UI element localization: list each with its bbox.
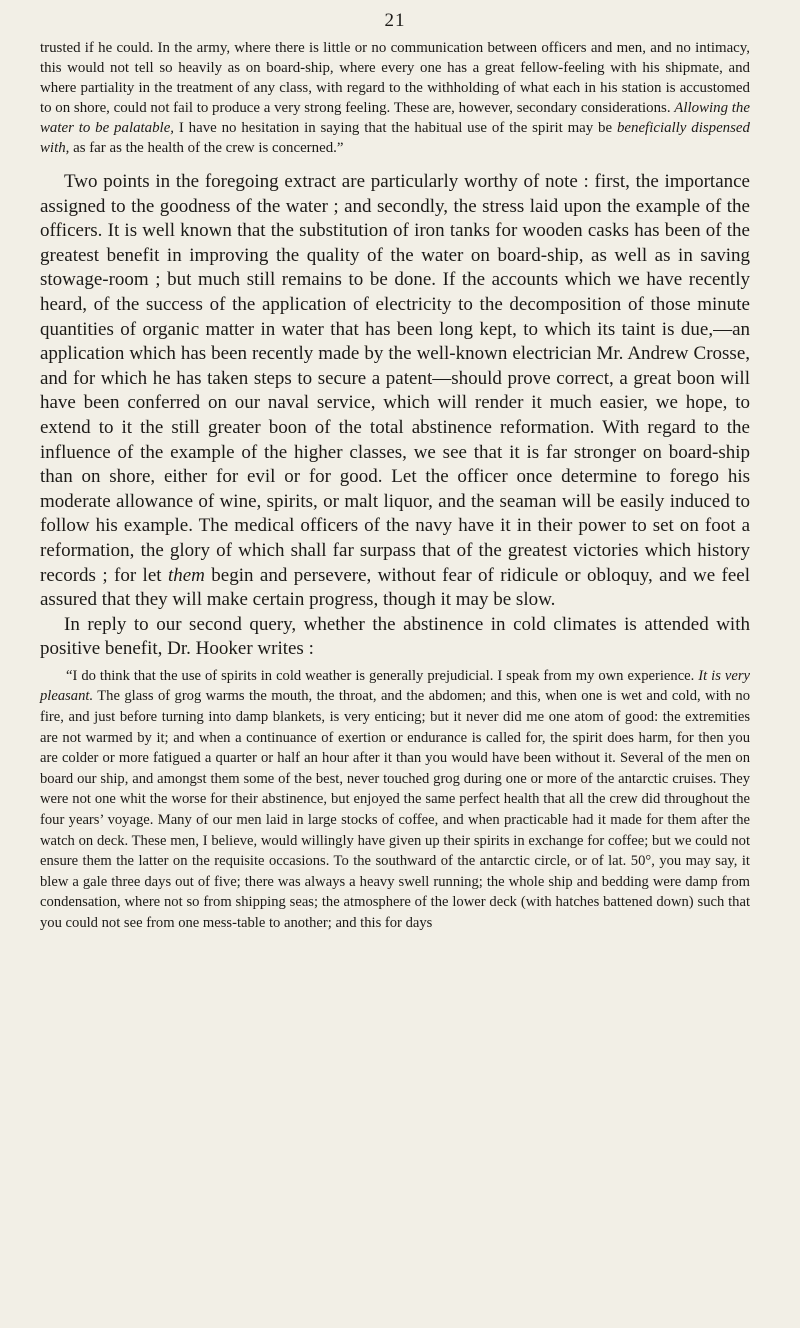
- italic-text: It is very pleasant.: [40, 667, 750, 705]
- text-run: In reply to our second query, whether the abstinence in cold climates is attended with positive benefit, Dr. Hooker writes :: [40, 613, 750, 660]
- text-run: begin and persevere, without fear of ridicule or obloquy, and we feel assured that they will make certain progress, though it may be slow.: [40, 564, 750, 611]
- text-run: Two points in the foregoing extract are particularly worthy of note : first, the importance assigned to the goodness of the water ; and secondly, the stress laid upon the example of the officers. It is well known that the substitution of iron tanks for wooden casks has been of the greatest benefit in improving the quality of the water on board-ship, as well as in saving stowage-room ; but much still remains to be done. If the accounts which we have recently heard, of the success of the application of electricity to the decomposition of those minute quantities of organic matter in water that has been long kept, to which its taint is due,—an application which has been recently made by the well-known electrician Mr. Andrew Crosse, and for which he has taken steps to secure a patent—should prove correct, a great boon will have been conferred on our naval service, which will render it much easier, we hope, to extend to it the still greater boon of the total abstinence reformation. With regard to the influence of the example of the higher classes, we see that it is far stronger on board-ship than on shore, either for evil or for good. Let the officer once determine to forego his moderate allowance of wine, spirits, or malt liquor, and the seaman will be easily induced to follow his example. The medical officers of the navy have it in their power to set on foot a reformation, the glory of which shall far surpass that of the greatest victories which history records ; for let: [40, 171, 750, 586]
- text-run: The glass of grog warms the mouth, the throat, and the abdomen; and this, when one is wet and cold, with no fire, and just before turning into damp blankets, is very enticing; but it never did me one atom of good: the extremities are not warmed by it; and when a continuance of exertion or endurance is called for, the spirit does harm, for then you are colder or more fatigued a quarter or half an hour after it than you would have been without it. Several of the men on board our ship, and amongst them some of the best, never touched grog during one or more of the antarctic cruises. They were not one whit the worse for their abstinence, but enjoyed the same perfect health that all the crew did throughout the four years’ voyage. Many of our men laid in large stocks of coffee, and when practicable had it made for them after the watch on deck. These men, I believe, would willingly have given up their spirits in exchange for coffee; but we could not ensure them the latter on the requisite occasions. To the southward of the antarctic circle, or of lat. 50°, you may say, it blew a gale three days out of five; there was always a heavy swell running; the whole ship and bedding were damp from condensation, where not so from shipping seas; the atmosphere of the lower deck (with hatches battened down) such that you could not see from one mess-table to another; and this for days: [40, 688, 750, 931]
- italic-text: them: [167, 564, 205, 586]
- text-run: as far as the health of the crew is concerned.”: [69, 140, 344, 156]
- text-run: “I do think that the use of spirits in cold weather is generally prejudicial. I speak from my own experience.: [66, 667, 699, 684]
- body-paragraph: [40, 613, 750, 662]
- quote-paragraph: [40, 666, 750, 934]
- text-run: I have no hesitation in saying that the habitual use of the spirit may be: [174, 120, 617, 136]
- quote-paragraph: [40, 38, 750, 158]
- page-number: 21: [384, 10, 406, 31]
- italic-text: Allowing the water to be palatable,: [40, 100, 750, 136]
- body-paragraph: [40, 170, 750, 613]
- body-text: [40, 170, 750, 662]
- text-run: trusted if he could. In the army, where there is little or no communication between officers and men, and no intimacy, this would not tell so heavily as on board-ship, where every one has a great fellow-feeling with his shipmate, and where partiality in the treatment of any class, with regard to the withholding of what each in his station is accustomed to on shore, could not fail to produce a very strong feeling. These are, however, secondary considerations.: [40, 40, 750, 116]
- hooker-quote: [40, 666, 750, 934]
- italic-text: beneficially dispensed with,: [40, 120, 750, 156]
- quote-continuation: [40, 38, 750, 158]
